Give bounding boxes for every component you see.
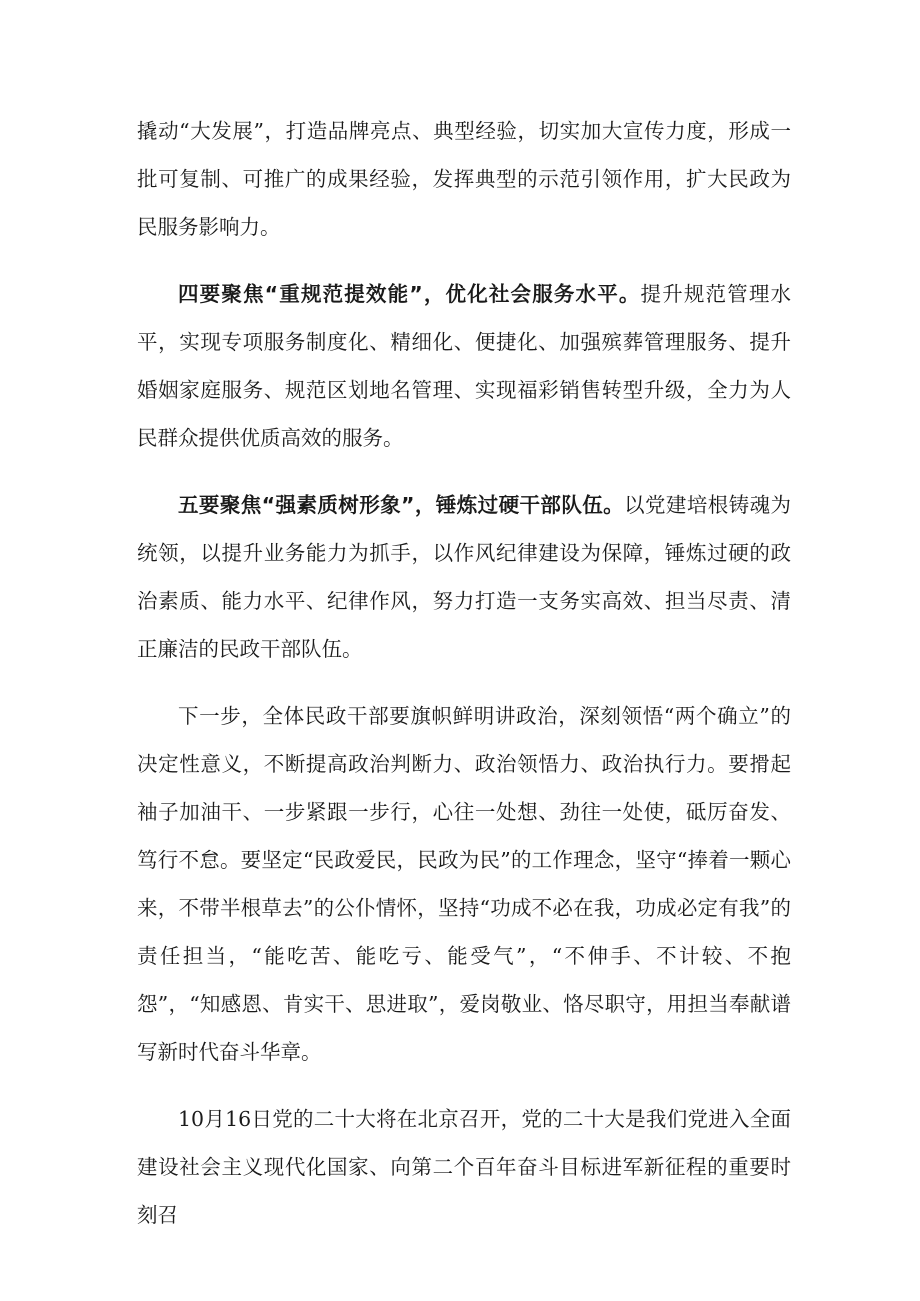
- paragraph-3: [137, 481, 791, 673]
- paragraph-1-text: 撬动“大发展”，打造品牌亮点、典型经验，切实加大宣传力度，形成一批可复制、可推广的成果经验，发挥典型的示范引领作用，扩大民政为民服务影响力。: [137, 119, 791, 239]
- paragraph-2-text: 提升规范管理水平，实现专项服务制度化、精细化、便捷化、加强殡葬管理服务、提升婚姻家庭服务、规范区划地名管理、实现福彩销售转型升级，全力为人民群众提供优质高效的服务。: [137, 282, 792, 450]
- paragraph-2: [137, 270, 791, 462]
- document-body: [137, 107, 791, 1258]
- paragraph-3-lead: 五要聚焦“强素质树形象”，锤炼过硬干部队伍。: [178, 493, 625, 517]
- paragraph-4: [137, 692, 791, 1076]
- paragraph-5-text: 10月16日党的二十大将在北京召开，党的二十大是我们党进入全面建设社会主义现代化国家、向第二个百年奋斗目标进军新征程的重要时刻召: [137, 1107, 791, 1227]
- paragraph-2-lead: 四要聚焦“重规范提效能”，优化社会服务水平。: [178, 282, 641, 306]
- paragraph-4-text: 下一步，全体民政干部要旗帜鲜明讲政治，深刻领悟“两个确立”的决定性意义，不断提高政治判断力、政治领悟力、政治执行力。要搰起袖子加油干、一步紧跟一步行，心往一处想、劲往一处使，砥厉奋发、笃行不怠。要坚定“民政爱民，民政为民”的工作理念，坚守“捧着一颗心来，不带半根草去”的公仆情怀，坚持“功成不必在我，功成必定有我”的责任担当，“能吃苦、能吃亏、能受气”，“不伸手、不计较、不抱怨”，“知感恩、肯实干、思进取”，爱岗敬业、恪尽职守，用担当奉献谱写新时代奋斗华章。: [137, 704, 791, 1064]
- paragraph-3-text: 以党建培根铸魂为统领，以提升业务能力为抓手，以作风纪律建设为保障，锤炼过硬的政治素质、能力水平、纪律作风，努力打造一支务实高效、担当尽责、清正廉洁的民政干部队伍。: [137, 493, 792, 661]
- paragraph-5: [137, 1095, 791, 1239]
- paragraph-1: [137, 107, 791, 251]
